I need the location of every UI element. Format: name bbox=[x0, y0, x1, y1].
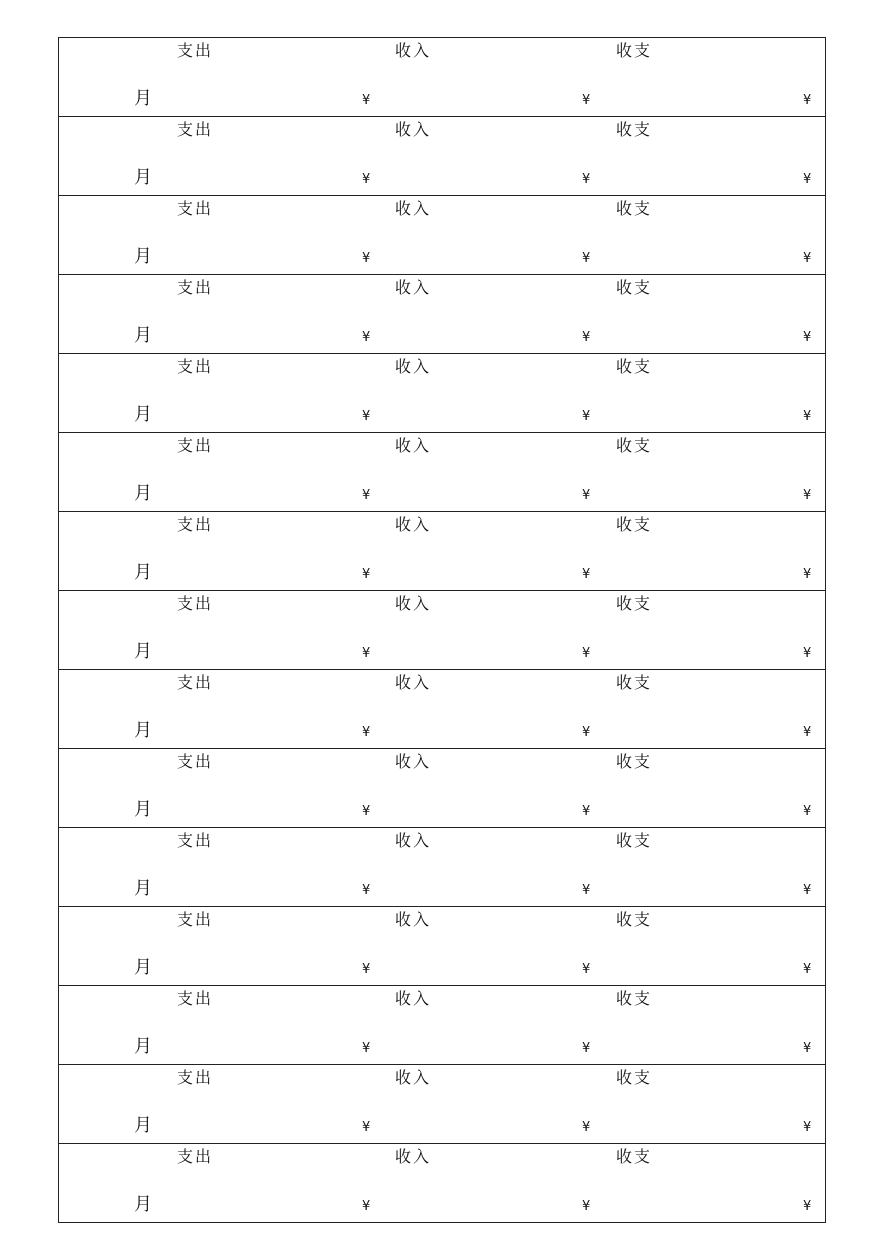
expense-currency: ¥ bbox=[362, 567, 371, 582]
balance-label: 收支 bbox=[616, 1068, 653, 1087]
balance-label: 收支 bbox=[616, 278, 653, 297]
income-currency: ¥ bbox=[582, 93, 591, 108]
expense-label: 支出 bbox=[177, 41, 214, 60]
balance-label: 收支 bbox=[616, 357, 653, 376]
month-label: 月 bbox=[134, 641, 152, 662]
month-label: 月 bbox=[134, 404, 152, 425]
expense-label: 支出 bbox=[177, 515, 214, 534]
income-label: 收入 bbox=[395, 436, 432, 455]
balance-currency: ¥ bbox=[803, 93, 812, 108]
balance-currency: ¥ bbox=[803, 883, 812, 898]
income-currency: ¥ bbox=[582, 646, 591, 661]
balance-label: 收支 bbox=[616, 41, 653, 60]
income-currency: ¥ bbox=[582, 409, 591, 424]
month-label: 月 bbox=[134, 799, 152, 820]
expense-currency: ¥ bbox=[362, 883, 371, 898]
income-label: 收入 bbox=[395, 199, 432, 218]
balance-currency: ¥ bbox=[803, 1120, 812, 1135]
balance-label: 收支 bbox=[616, 436, 653, 455]
income-label: 收入 bbox=[395, 752, 432, 771]
income-currency: ¥ bbox=[582, 1041, 591, 1056]
expense-currency: ¥ bbox=[362, 488, 371, 503]
expense-currency: ¥ bbox=[362, 1041, 371, 1056]
income-label: 收入 bbox=[395, 41, 432, 60]
income-label: 收入 bbox=[395, 1068, 432, 1087]
month-label: 月 bbox=[134, 720, 152, 741]
expense-label: 支出 bbox=[177, 120, 214, 139]
expense-currency: ¥ bbox=[362, 1120, 371, 1135]
expense-currency: ¥ bbox=[362, 251, 371, 266]
ledger-row bbox=[59, 749, 825, 828]
expense-currency: ¥ bbox=[362, 93, 371, 108]
ledger-row bbox=[59, 986, 825, 1065]
ledger-row bbox=[59, 275, 825, 354]
expense-label: 支出 bbox=[177, 436, 214, 455]
income-currency: ¥ bbox=[582, 251, 591, 266]
income-label: 收入 bbox=[395, 594, 432, 613]
expense-label: 支出 bbox=[177, 278, 214, 297]
income-currency: ¥ bbox=[582, 488, 591, 503]
balance-currency: ¥ bbox=[803, 172, 812, 187]
income-currency: ¥ bbox=[582, 1120, 591, 1135]
balance-currency: ¥ bbox=[803, 804, 812, 819]
income-label: 收入 bbox=[395, 831, 432, 850]
income-currency: ¥ bbox=[582, 725, 591, 740]
income-currency: ¥ bbox=[582, 567, 591, 582]
ledger-row bbox=[59, 196, 825, 275]
month-label: 月 bbox=[134, 483, 152, 504]
expense-currency: ¥ bbox=[362, 804, 371, 819]
expense-currency: ¥ bbox=[362, 409, 371, 424]
balance-label: 收支 bbox=[616, 515, 653, 534]
expense-label: 支出 bbox=[177, 989, 214, 1008]
month-label: 月 bbox=[134, 562, 152, 583]
ledger-row bbox=[59, 1065, 825, 1144]
month-label: 月 bbox=[134, 325, 152, 346]
expense-label: 支出 bbox=[177, 1068, 214, 1087]
balance-label: 收支 bbox=[616, 989, 653, 1008]
expense-currency: ¥ bbox=[362, 330, 371, 345]
income-label: 收入 bbox=[395, 515, 432, 534]
month-label: 月 bbox=[134, 1036, 152, 1057]
ledger-row bbox=[59, 828, 825, 907]
month-label: 月 bbox=[134, 1115, 152, 1136]
income-label: 收入 bbox=[395, 910, 432, 929]
expense-currency: ¥ bbox=[362, 172, 371, 187]
balance-currency: ¥ bbox=[803, 1199, 812, 1214]
income-label: 收入 bbox=[395, 357, 432, 376]
balance-label: 收支 bbox=[616, 1147, 653, 1166]
income-label: 收入 bbox=[395, 989, 432, 1008]
ledger-row bbox=[59, 433, 825, 512]
income-label: 收入 bbox=[395, 1147, 432, 1166]
balance-label: 收支 bbox=[616, 673, 653, 692]
ledger-row bbox=[59, 38, 825, 117]
income-currency: ¥ bbox=[582, 330, 591, 345]
balance-currency: ¥ bbox=[803, 567, 812, 582]
expense-label: 支出 bbox=[177, 357, 214, 376]
balance-currency: ¥ bbox=[803, 1041, 812, 1056]
income-label: 收入 bbox=[395, 120, 432, 139]
expense-label: 支出 bbox=[177, 910, 214, 929]
expense-label: 支出 bbox=[177, 199, 214, 218]
income-currency: ¥ bbox=[582, 962, 591, 977]
expense-currency: ¥ bbox=[362, 1199, 371, 1214]
month-label: 月 bbox=[134, 878, 152, 899]
income-currency: ¥ bbox=[582, 1199, 591, 1214]
balance-label: 收支 bbox=[616, 594, 653, 613]
balance-currency: ¥ bbox=[803, 725, 812, 740]
ledger-row bbox=[59, 907, 825, 986]
balance-currency: ¥ bbox=[803, 330, 812, 345]
ledger-row bbox=[59, 591, 825, 670]
expense-label: 支出 bbox=[177, 752, 214, 771]
income-label: 收入 bbox=[395, 278, 432, 297]
balance-currency: ¥ bbox=[803, 251, 812, 266]
month-label: 月 bbox=[134, 167, 152, 188]
balance-label: 收支 bbox=[616, 752, 653, 771]
balance-currency: ¥ bbox=[803, 488, 812, 503]
ledger-row bbox=[59, 354, 825, 433]
expense-currency: ¥ bbox=[362, 646, 371, 661]
ledger-row bbox=[59, 117, 825, 196]
ledger-row bbox=[59, 1144, 825, 1223]
month-label: 月 bbox=[134, 1194, 152, 1215]
month-label: 月 bbox=[134, 957, 152, 978]
expense-label: 支出 bbox=[177, 831, 214, 850]
balance-currency: ¥ bbox=[803, 646, 812, 661]
balance-label: 收支 bbox=[616, 831, 653, 850]
month-label: 月 bbox=[134, 246, 152, 267]
expense-label: 支出 bbox=[177, 1147, 214, 1166]
expense-label: 支出 bbox=[177, 673, 214, 692]
expense-currency: ¥ bbox=[362, 962, 371, 977]
income-label: 收入 bbox=[395, 673, 432, 692]
expense-label: 支出 bbox=[177, 594, 214, 613]
balance-label: 收支 bbox=[616, 199, 653, 218]
ledger-table bbox=[58, 37, 826, 1223]
month-label: 月 bbox=[134, 88, 152, 109]
expense-currency: ¥ bbox=[362, 725, 371, 740]
income-currency: ¥ bbox=[582, 172, 591, 187]
balance-label: 收支 bbox=[616, 120, 653, 139]
ledger-row bbox=[59, 512, 825, 591]
balance-currency: ¥ bbox=[803, 409, 812, 424]
balance-label: 收支 bbox=[616, 910, 653, 929]
income-currency: ¥ bbox=[582, 804, 591, 819]
ledger-row bbox=[59, 670, 825, 749]
balance-currency: ¥ bbox=[803, 962, 812, 977]
income-currency: ¥ bbox=[582, 883, 591, 898]
